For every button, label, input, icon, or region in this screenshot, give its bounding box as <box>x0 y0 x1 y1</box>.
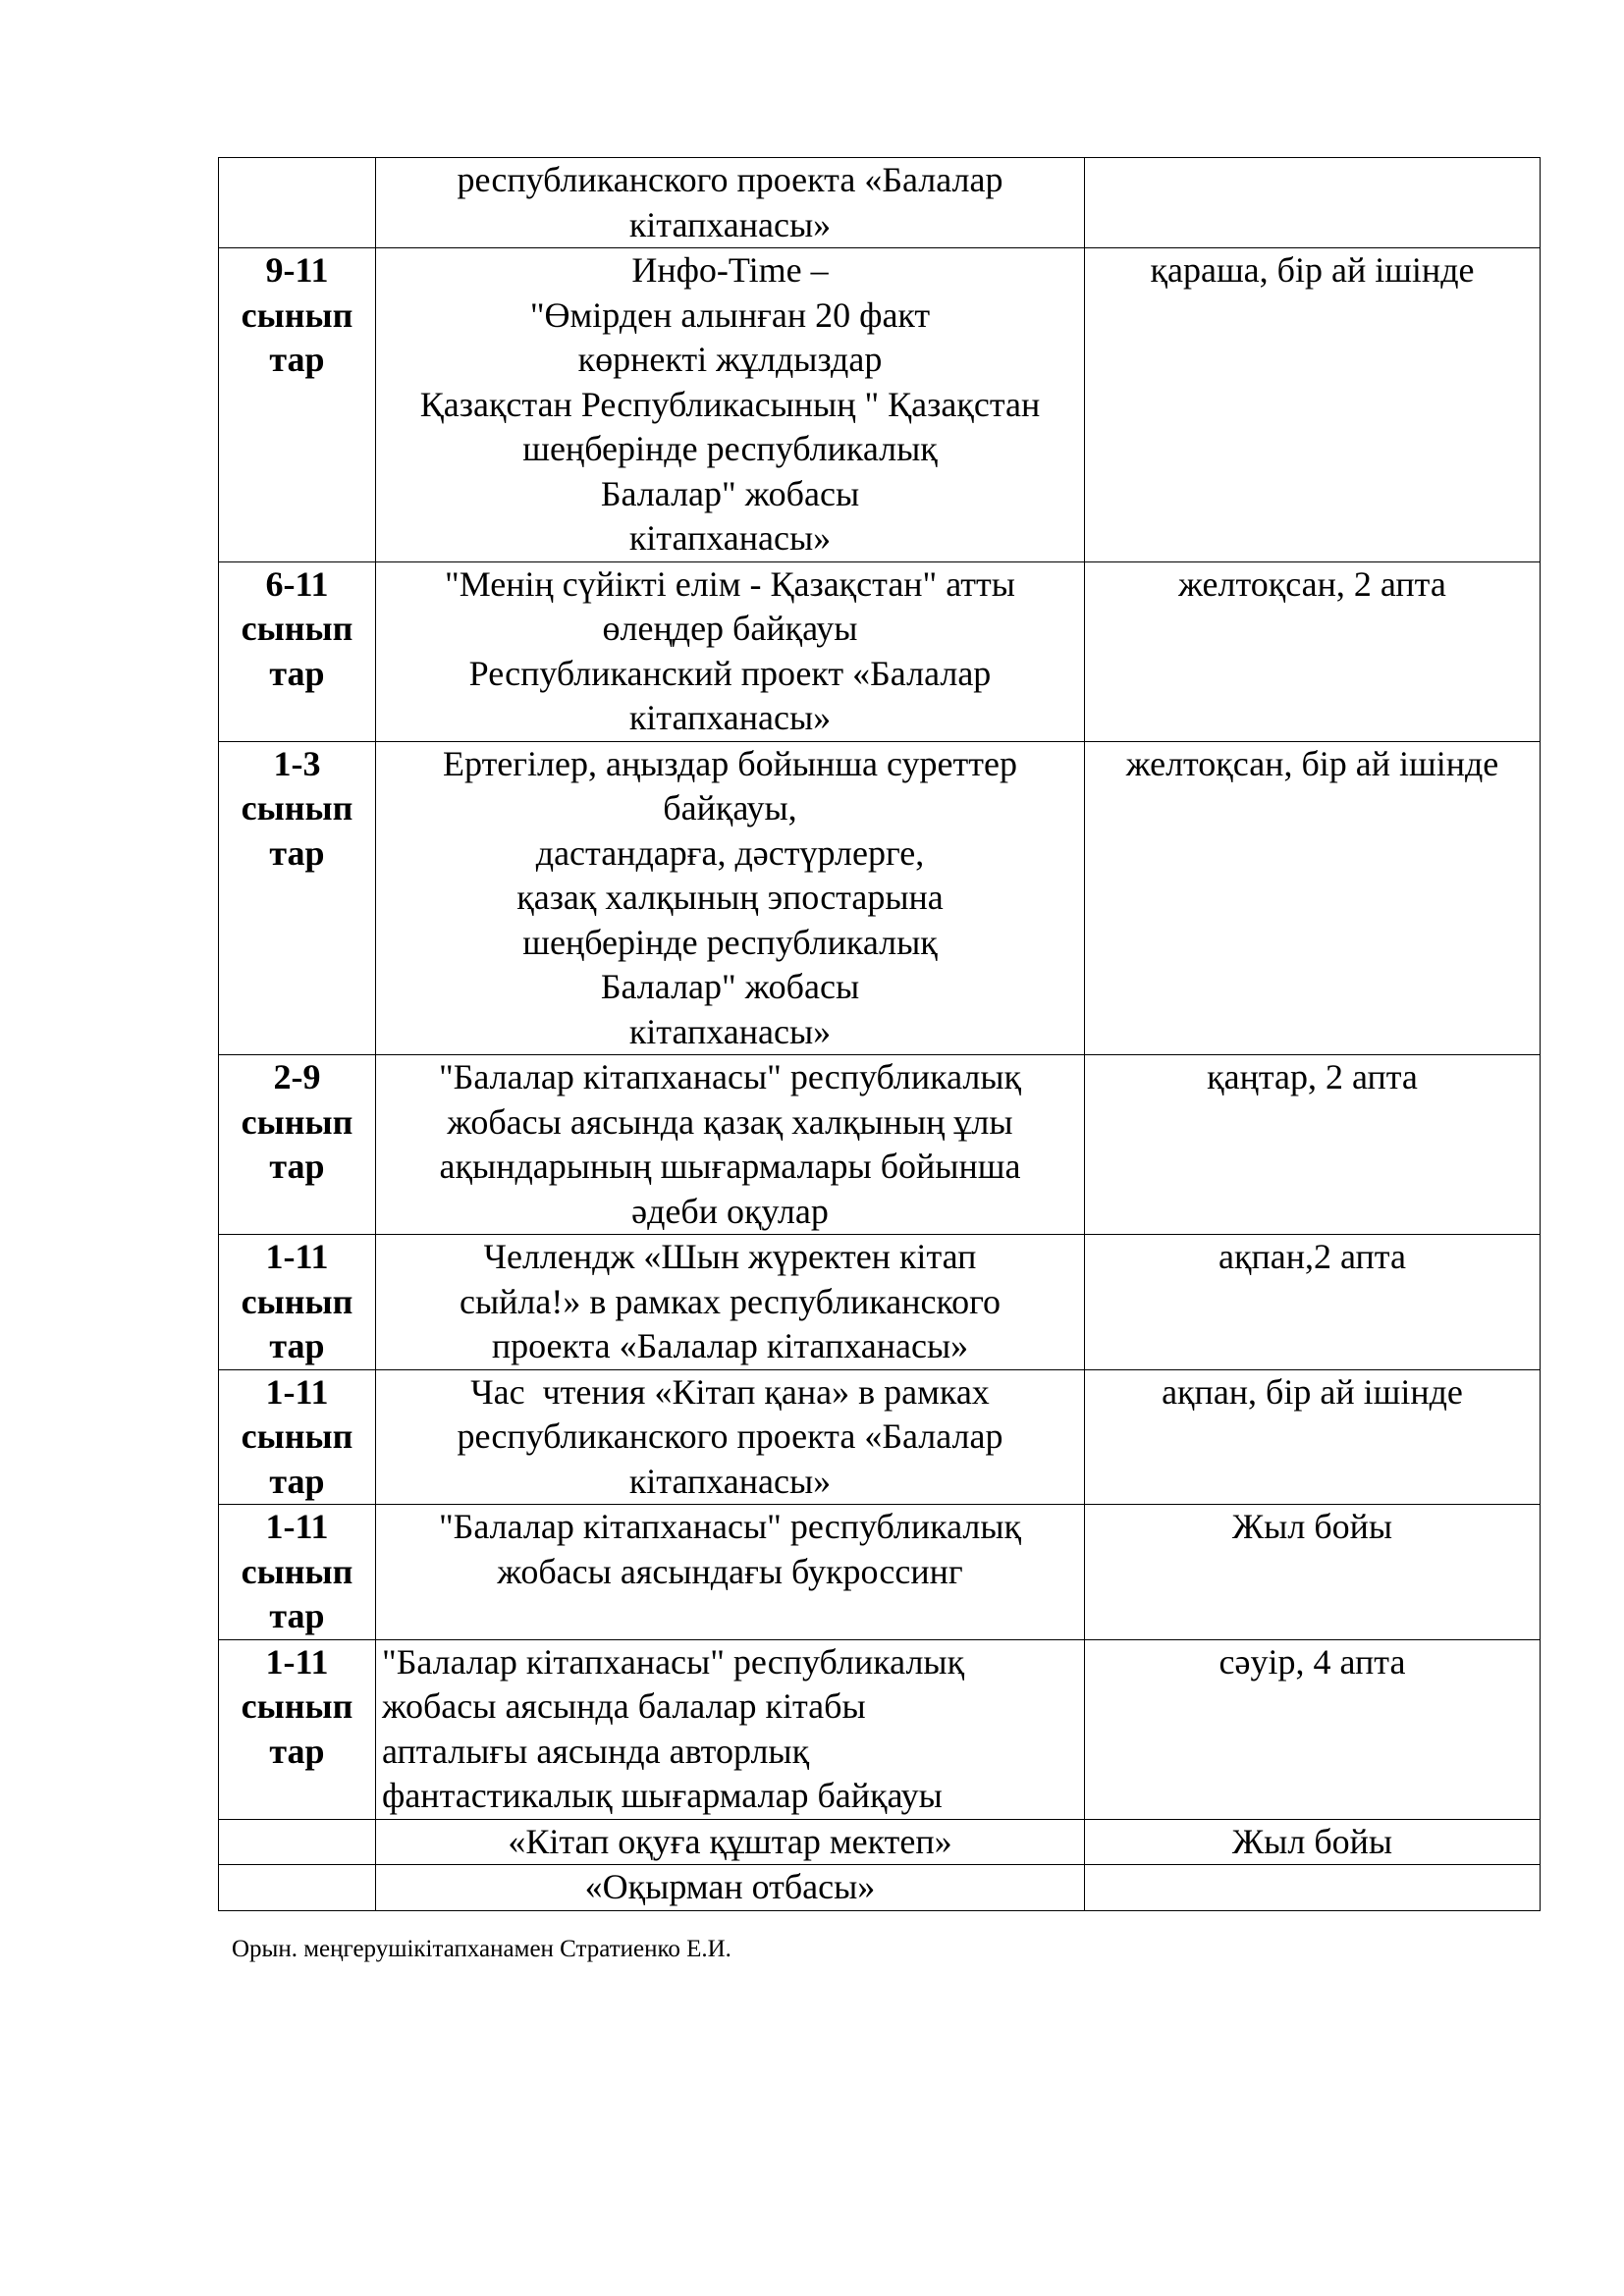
class-cell <box>219 158 376 248</box>
table-row <box>219 1819 1541 1865</box>
class-cell: 1-11 сынып тар <box>219 1639 376 1819</box>
event-cell: "Менің сүйікті елім - Қазақстан" атты өлеңдер байқауы Республиканский проект «Балалар кітапханасы» <box>376 561 1085 741</box>
events-table <box>218 157 1541 1911</box>
date-cell: Жыл бойы <box>1085 1819 1541 1865</box>
table-row <box>219 1865 1541 1911</box>
table-row <box>219 1505 1541 1640</box>
date-cell: сәуір, 4 апта <box>1085 1639 1541 1819</box>
event-cell: «Кітап оқуға құштар мектеп» <box>376 1819 1085 1865</box>
table-row <box>219 1639 1541 1819</box>
date-cell: қараша, бір ай ішінде <box>1085 248 1541 562</box>
event-cell: Час чтения «Кітап қана» в рамках республиканского проекта «Балалар кітапханасы» <box>376 1369 1085 1505</box>
class-cell: 2-9 сынып тар <box>219 1055 376 1235</box>
date-cell: желтоқсан, 2 апта <box>1085 561 1541 741</box>
event-cell: "Балалар кітапханасы" республикалық жобасы аясында қазақ халқының ұлы ақындарының шығармалары бойынша әдеби оқулар <box>376 1055 1085 1235</box>
class-cell: 6-11 сынып тар <box>219 561 376 741</box>
date-cell: ақпан,2 апта <box>1085 1235 1541 1370</box>
event-cell: Ертегілер, аңыздар бойынша суреттер байқауы, дастандарға, дәстүрлерге, қазақ халқының эпостарына шеңберінде республикалық Балалар" жобасы кітапханасы» <box>376 741 1085 1055</box>
class-cell <box>219 1865 376 1911</box>
table-row <box>219 741 1541 1055</box>
table-row <box>219 1235 1541 1370</box>
class-cell: 1-11 сынып тар <box>219 1505 376 1640</box>
class-cell: 1-3 сынып тар <box>219 741 376 1055</box>
class-cell: 1-11 сынып тар <box>219 1235 376 1370</box>
date-cell: ақпан, бір ай ішінде <box>1085 1369 1541 1505</box>
event-cell: Челлендж «Шын жүректен кітап сыйла!» в рамках республиканского проекта «Балалар кітапханасы» <box>376 1235 1085 1370</box>
event-cell: "Балалар кітапханасы" республикалық жобасы аясындағы букроссинг <box>376 1505 1085 1640</box>
class-cell: 1-11 сынып тар <box>219 1369 376 1505</box>
date-cell <box>1085 1865 1541 1911</box>
table-row <box>219 1369 1541 1505</box>
event-cell: «Оқырман отбасы» <box>376 1865 1085 1911</box>
footer-signature-line: Орын. меңгерушікітапханамен Стратиенко Е.И. <box>232 1936 731 1962</box>
event-cell: республиканского проекта «Балалар кітапханасы» <box>376 158 1085 248</box>
table-row <box>219 158 1541 248</box>
date-cell: қаңтар, 2 апта <box>1085 1055 1541 1235</box>
table-row <box>219 1055 1541 1235</box>
date-cell: Жыл бойы <box>1085 1505 1541 1640</box>
date-cell <box>1085 158 1541 248</box>
class-cell <box>219 1819 376 1865</box>
table-row <box>219 561 1541 741</box>
class-cell: 9-11 сынып тар <box>219 248 376 562</box>
event-cell: "Балалар кітапханасы" республикалық жобасы аясында балалар кітабы апталығы аясында авторлық фантастикалық шығармалар байқауы <box>376 1639 1085 1819</box>
event-cell: Инфо-Time – "Өмірден алынған 20 факт көрнекті жұлдыздар Қазақстан Республикасының " Қазақстан шеңберінде республикалық Балалар" жобасы кітапханасы» <box>376 248 1085 562</box>
table-row <box>219 248 1541 562</box>
date-cell: желтоқсан, бір ай ішінде <box>1085 741 1541 1055</box>
